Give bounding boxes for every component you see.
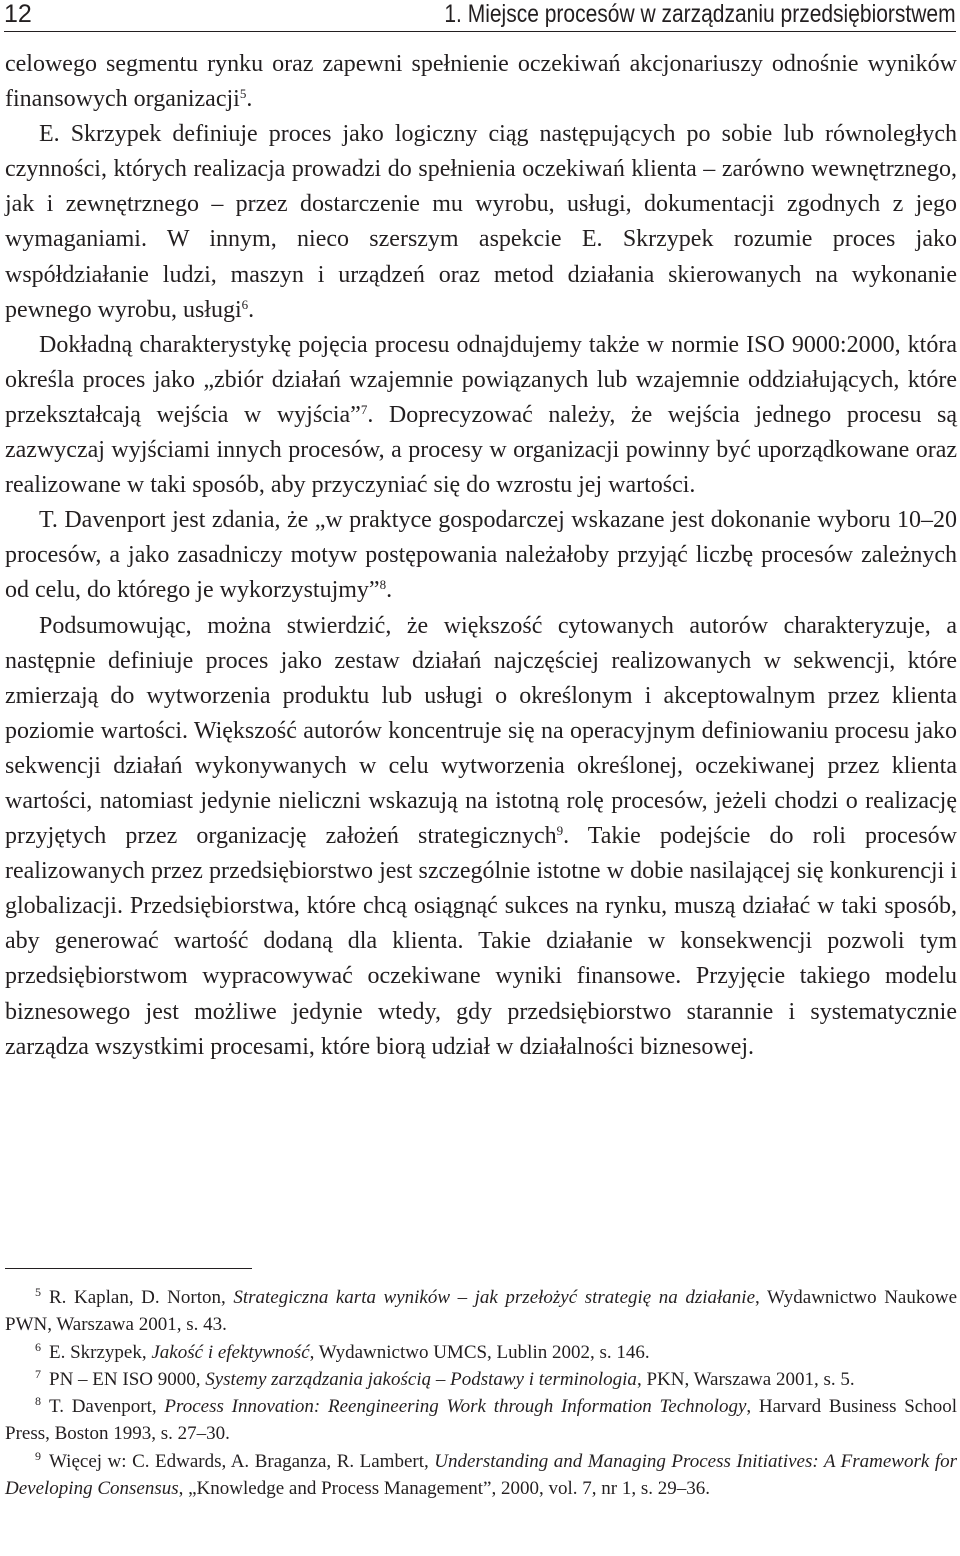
footnote-text: , Wydawnictwo UMCS, Lublin 2002, s. 146. <box>309 1341 650 1363</box>
footnote-text: T. Davenport, <box>49 1396 165 1418</box>
footnote-9 <box>5 1448 957 1503</box>
footnote-ref: 8 <box>379 577 387 593</box>
paragraph-tail: . Doprecyzować należy, że wejścia jednego procesu są zazwyczaj wyjściami innych procesów, a procesy w organizacji powinny być uporządkowane oraz realizowane w taki sposób, aby przyczyniać się do wzrostu jej wartości. <box>5 401 957 499</box>
footnote-text: R. Kaplan, D. Norton, <box>49 1287 234 1308</box>
footnote-ref: 6 <box>241 296 249 312</box>
paragraph-3 <box>5 328 957 503</box>
footnote-text: , Wydawnictwo Naukowe PWN, Warszawa 2001, s. 43. <box>5 1287 958 1336</box>
footnote-6 <box>5 1339 957 1366</box>
footnote-ref: 5 <box>239 86 247 102</box>
paragraph-text: celowego segmentu rynku oraz zapewni spełnienie oczekiwań akcjonariuszy odnośnie wyników finansowych organizacji <box>5 51 957 113</box>
footnote-5 <box>5 1284 957 1339</box>
main-text <box>5 47 957 1065</box>
footnote-text: , „Knowledge and Process Management”, 2000, vol. 7, nr 1, s. 29–36. <box>178 1478 710 1500</box>
paragraph-2 <box>5 117 957 328</box>
footnote-mark: 5 <box>35 1285 41 1299</box>
running-title: 1. Miejsce procesów w zarządzaniu przedsiębiorstwem <box>444 0 956 28</box>
footnote-text: , Harvard Business School Press, Boston 1993, s. 27–30. <box>5 1396 957 1445</box>
paragraph-text: Dokładną charakterystykę pojęcia procesu odnajdujemy także w normie ISO 9000:2000, która określa proces jako „zbiór działań wzajemnie powiązanych lub wzajemnie oddziałujących, które przekształcają wejścia w wyjścia” <box>5 331 957 428</box>
paragraph-tail: . <box>246 86 253 113</box>
page-header <box>4 0 956 32</box>
footnote-mark: 8 <box>35 1394 41 1409</box>
page-number: 12 <box>4 0 32 28</box>
footnote-separator <box>5 1268 252 1269</box>
footnote-text: E. Skrzypek, <box>49 1341 152 1363</box>
footnote-ref: 9 <box>556 823 564 839</box>
footnote-ref: 7 <box>360 401 368 417</box>
paragraph-text: T. Davenport jest zdania, że „w praktyce gospodarczej wskazane jest dokonanie wyboru 10–20 procesów, a jako zasadniczy motyw postępowania należałoby przyjąć liczbę procesów zależnych od celu, do którego je wykorzystujmy” <box>5 507 957 604</box>
paragraph-1 <box>5 47 957 117</box>
footnote-text: , PKN, Warszawa 2001, s. 5. <box>636 1368 855 1390</box>
footnote-mark: 9 <box>35 1448 41 1463</box>
footnote-title: Systemy zarządzania jakością – Podstawy i terminologia <box>205 1368 637 1390</box>
footnote-text: PN – EN ISO 9000, <box>49 1368 206 1390</box>
footnote-title: Strategiczna karta wyników – jak przełożyć strategię na działanie <box>233 1287 756 1308</box>
paragraph-text: E. Skrzypek definiuje proces jako logiczny ciąg następujących po sobie lub równoległych czynności, których realizacja prowadzi do spełnienia oczekiwań klienta – zarówno wewnętrznego, jak i zewnętrznego – przez dostarczenie mu wyrobu, usługi, dokumentacji zgodnych z jego wymaganiami. W innym, nieco szerszym aspekcie E. Skrzypek rozumie proces jako współdziałanie ludzi, maszyn i urządzeń oraz metod działania skierowanych na wykonanie pewnego wyrobu, usługi <box>5 121 957 323</box>
footnote-title: Jakość i efektywność <box>151 1341 310 1363</box>
footnote-title: Process Innovation: Reengineering Work through Information Technology <box>164 1396 747 1418</box>
footnote-7 <box>5 1366 957 1393</box>
paragraph-tail: . <box>248 296 255 323</box>
paragraph-tail: . Takie podejście do roli procesów realizowanych przez przedsiębiorstwo jest szczególnie istotne w dobie nasilającej się konkurencji i globalizacji. Przedsiębiorstwa, które chcą osiągnąć sukces na rynku, muszą działać w taki sposób, aby generować wartość dodaną dla klienta. Takie działanie w konsekwencji pozwoli tym przedsiębiorstwom wypracowywać oczekiwane wyniki finansowe. Przyjęcie takiego modelu biznesowego jest możliwe jedynie wtedy, gdy przedsiębiorstwo starannie i systematycznie zarządza wszystkimi procesami, które biorą udział w działalności biznesowej. <box>5 823 958 1060</box>
paragraph-4 <box>5 503 957 608</box>
footnote-title: Understanding and Managing Process Initiatives: A Framework for Developing Consensus <box>5 1450 957 1500</box>
paragraph-text: Podsumowując, można stwierdzić, że większość cytowanych autorów charakteryzuje, a następnie definiuje proces jako zestaw działań najczęściej realizowanych w sekwencji, które zmierzają do wytworzenia produktu lub usługi o określonym i akceptowalnym przez klienta poziomie wartości. Większość autorów koncentruje się na operacyjnym definiowaniu procesu jako sekwencji działań wykonywanych w celu wytworzenia określonej, oczekiwanej przez klienta wartości, natomiast jedynie nieliczni wskazują na istotną rolę procesów, jeżeli chodzi o realizację przyjętych przez organizację założeń strategicznych <box>5 612 957 850</box>
footnote-mark: 6 <box>35 1339 41 1354</box>
footnotes <box>5 1284 957 1502</box>
footnote-8 <box>5 1393 957 1448</box>
paragraph-5 <box>5 609 957 1065</box>
footnote-mark: 7 <box>35 1366 41 1381</box>
paragraph-tail: . <box>386 577 393 604</box>
footnote-text: Więcej w: C. Edwards, A. Braganza, R. Lambert, <box>49 1450 435 1472</box>
